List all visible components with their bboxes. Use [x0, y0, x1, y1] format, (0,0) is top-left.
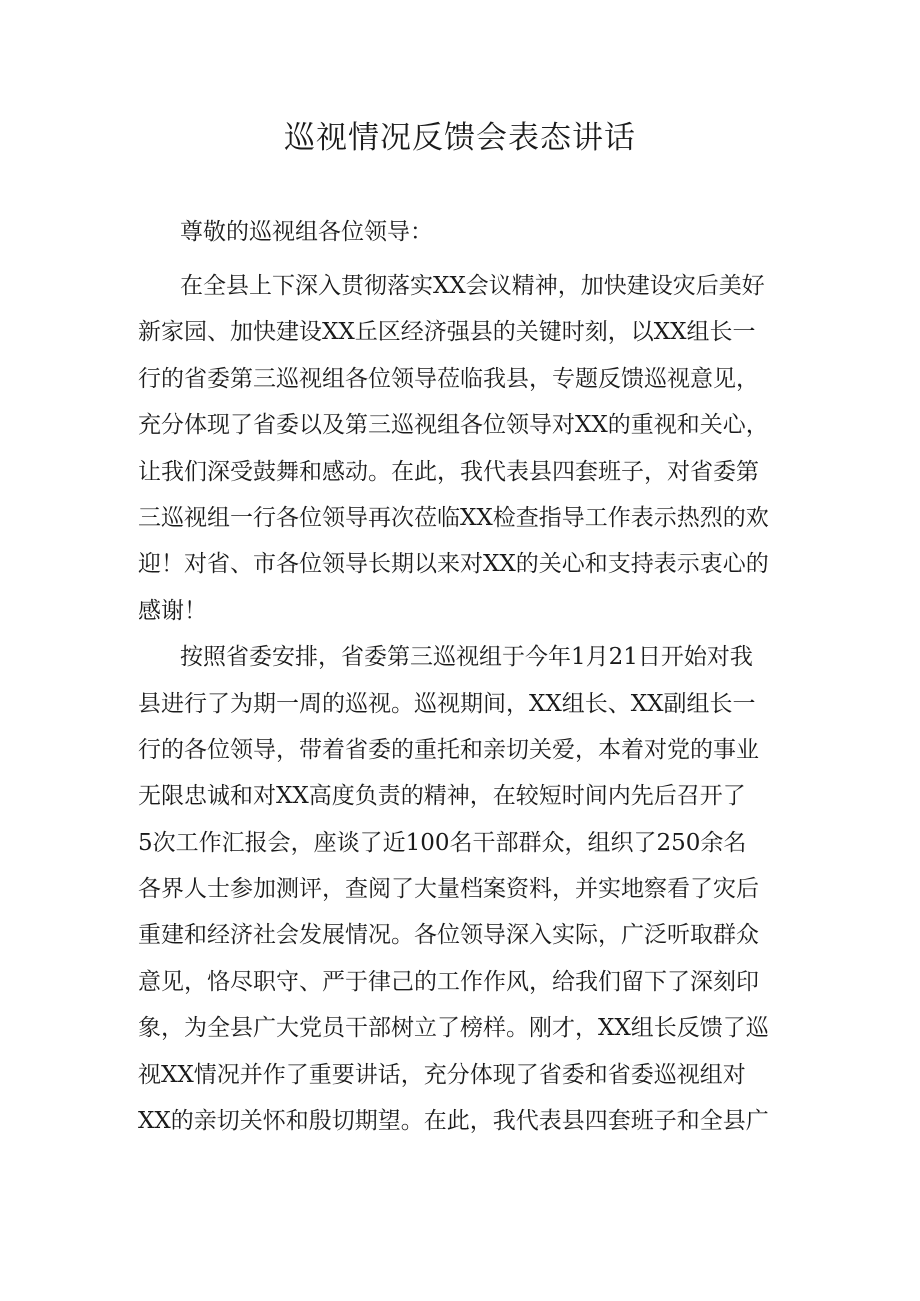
paragraph-2-line-10: 视XX情况并作了重要讲话，充分体现了省委和省委巡视组对 [138, 1061, 746, 1088]
paragraph-2-line-9: 象，为全县广大党员干部树立了榜样。刚才，XX组长反馈了巡 [138, 1015, 769, 1042]
paragraph-1-line-7: 迎！对省、市各位领导长期以来对XX的关心和支持表示衷心的 [138, 551, 769, 578]
paragraph-1-line-6: 三巡视组一行各位领导再次莅临XX检查指导工作表示热烈的欢 [138, 504, 769, 531]
paragraph-2-line-11: XX的亲切关怀和殷切期望。在此，我代表县四套班子和全县广 [138, 1108, 769, 1135]
paragraph-2-line-4: 无限忠诚和对XX高度负责的精神，在较短时间内先后召开了 [138, 783, 746, 810]
paragraph-2-line-5: 5次工作汇报会，座谈了近100名干部群众，组织了250余名 [138, 829, 747, 856]
paragraph-1-line-2: 新家园、加快建设XX丘区经济强县的关键时刻，以XX组长一 [138, 319, 756, 346]
paragraph-2-line-3: 行的各位领导，带着省委的重托和亲切关爱，本着对党的事业 [138, 736, 759, 763]
paragraph-2-line-1: 按照省委安排，省委第三巡视组于今年1月21日开始对我 [180, 644, 753, 671]
document-body [138, 263, 778, 1144]
paragraph-2-line-2: 县进行了为期一周的巡视。巡视期间，XX组长、XX副组长一 [138, 690, 756, 717]
paragraph-1-line-3: 行的省委第三巡视组各位领导莅临我县，专题反馈巡视意见， [138, 365, 759, 392]
paragraph-1-line-8: 感谢！ [138, 597, 207, 624]
paragraph-2-line-7: 重建和经济社会发展情况。各位领导深入实际，广泛听取群众 [138, 922, 759, 949]
paragraph-2-line-6: 各界人士参加测评，查阅了大量档案资料，并实地察看了灾后 [138, 876, 759, 903]
paragraph-1-line-5: 让我们深受鼓舞和感动。在此，我代表县四套班子，对省委第 [138, 458, 759, 485]
paragraph-1-line-4: 充分体现了省委以及第三巡视组各位领导对XX的重视和关心， [138, 412, 769, 439]
salutation: 尊敬的巡视组各位领导： [180, 219, 433, 245]
document-title: 巡视情况反馈会表态讲话 [284, 120, 636, 156]
paragraph-2-line-8: 意见，恪尽职守、严于律己的工作作风，给我们留下了深刻印 [138, 968, 759, 995]
paragraph-1-line-1: 在全县上下深入贯彻落实XX会议精神，加快建设灾后美好 [180, 273, 765, 299]
